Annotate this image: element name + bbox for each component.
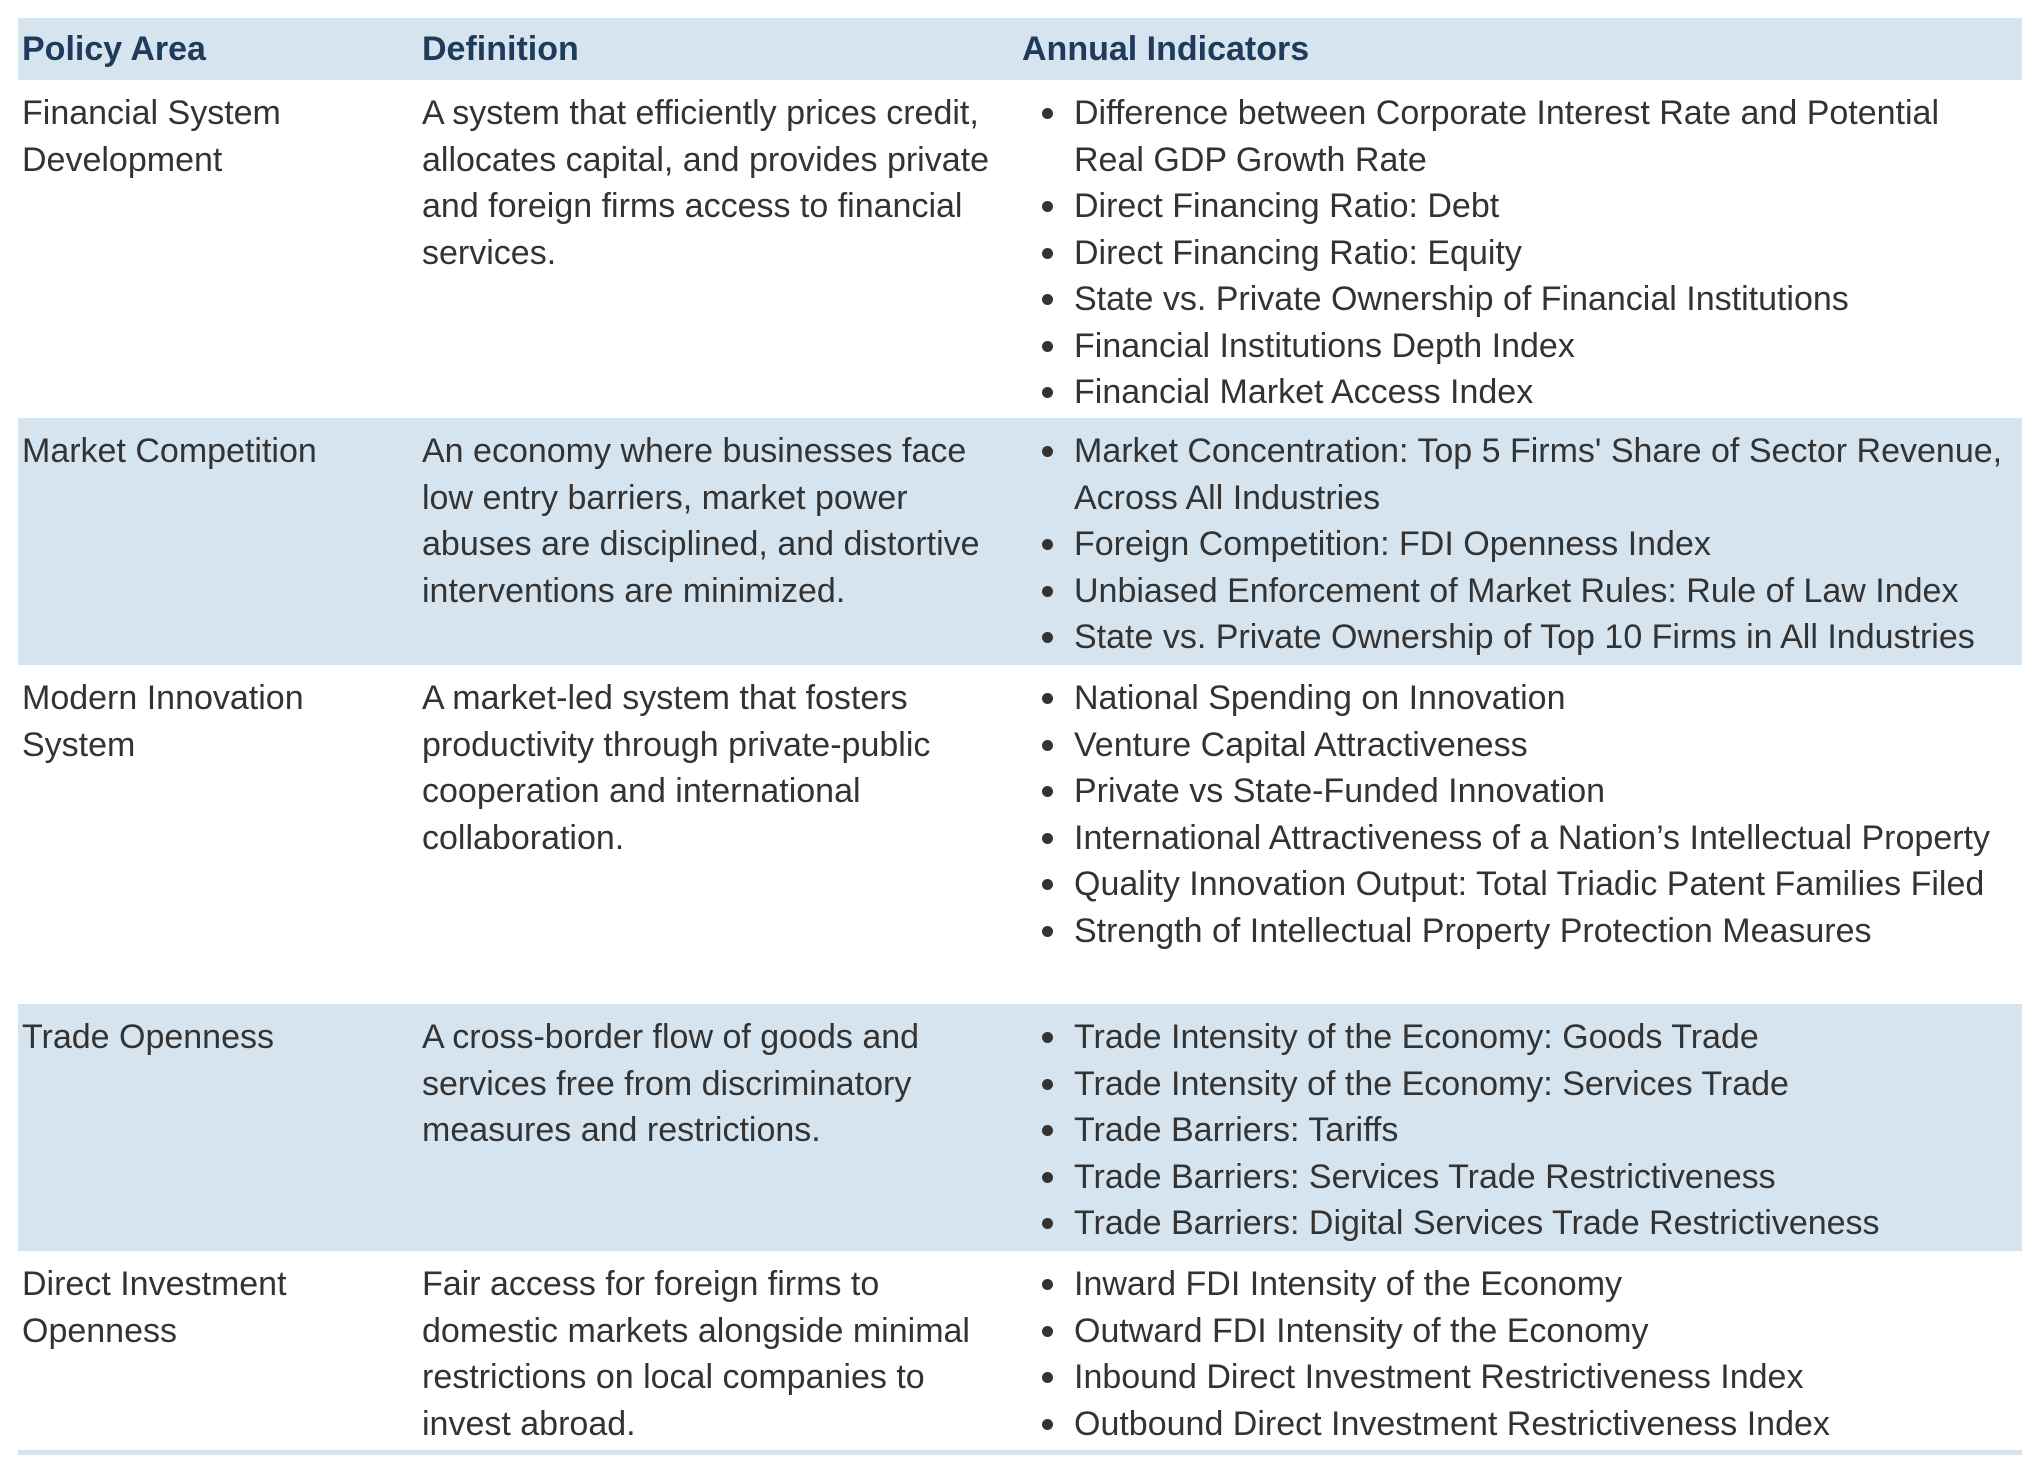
- indicator-item: [1022, 183, 2018, 230]
- bullet-icon: [1042, 693, 1053, 704]
- indicator-text: Financial Institutions Depth Index: [1074, 326, 1575, 365]
- indicator-text: Trade Barriers: Services Trade Restrictiveness: [1074, 1157, 1776, 1196]
- indicator-item: [1022, 1401, 2018, 1448]
- indicator-item: [1022, 1354, 2018, 1401]
- bullet-icon: [1042, 294, 1053, 305]
- indicator-item: [1022, 768, 2018, 815]
- policy-table: [18, 18, 2022, 1450]
- indicator-text: Unbiased Enforcement of Market Rules: Rule of Law Index: [1074, 571, 1959, 610]
- bullet-icon: [1042, 632, 1053, 643]
- bullet-icon: [1042, 879, 1053, 890]
- indicator-text: Trade Intensity of the Economy: Goods Trade: [1074, 1018, 1759, 1056]
- indicator-item: [1022, 428, 2018, 521]
- indicator-item: [1022, 568, 2018, 615]
- bullet-icon: [1042, 1279, 1053, 1290]
- indicators-cell: [1018, 418, 2022, 665]
- table-row: [18, 1251, 2022, 1450]
- bottom-rule: [18, 1450, 2022, 1455]
- indicator-list: [1022, 675, 2018, 954]
- bullet-icon: [1042, 446, 1053, 457]
- indicator-text: Trade Intensity of the Economy: Services Trade: [1074, 1064, 1789, 1103]
- indicator-text: Outbound Direct Investment Restrictiveness Index: [1074, 1404, 1830, 1443]
- indicator-text: Inbound Direct Investment Restrictiveness Index: [1074, 1358, 1804, 1396]
- indicator-text: Difference between Corporate Interest Rate and Potential Real GDP Growth Rate: [1074, 94, 1940, 179]
- bullet-icon: [1042, 1372, 1053, 1383]
- indicator-text: State vs. Private Ownership of Financial Institutions: [1074, 280, 1849, 318]
- indicator-text: Direct Financing Ratio: Debt: [1074, 187, 1500, 225]
- bullet-icon: [1042, 586, 1053, 597]
- header-row: [18, 18, 2022, 80]
- indicator-item: [1022, 1107, 2018, 1154]
- bullet-icon: [1042, 108, 1053, 119]
- bullet-icon: [1042, 1032, 1053, 1043]
- indicator-item: [1022, 908, 2018, 955]
- indicator-text: Strength of Intellectual Property Protection Measures: [1074, 911, 1872, 950]
- indicators-cell: [1018, 1251, 2022, 1450]
- indicator-text: Financial Market Access Index: [1074, 373, 1534, 411]
- policy-area-cell: Direct Investment Openness: [22, 1265, 287, 1350]
- indicator-text: National Spending on Innovation: [1074, 679, 1566, 717]
- header-policy-area: Policy Area: [22, 29, 206, 68]
- indicator-text: State vs. Private Ownership of Top 10 Firms in All Industries: [1074, 618, 1975, 656]
- policy-area-cell: Trade Openness: [22, 1018, 274, 1056]
- indicator-list: [1022, 1261, 2018, 1447]
- bullet-icon: [1042, 1079, 1053, 1090]
- bullet-icon: [1042, 1326, 1053, 1337]
- bullet-icon: [1042, 786, 1053, 797]
- table-row: [18, 1004, 2022, 1251]
- bullet-icon: [1042, 833, 1053, 844]
- indicator-item: [1022, 521, 2018, 568]
- bullet-icon: [1042, 341, 1053, 352]
- indicator-item: [1022, 369, 2018, 416]
- indicator-list: [1022, 90, 2018, 416]
- indicator-item: [1022, 276, 2018, 323]
- bullet-icon: [1042, 1218, 1053, 1229]
- table-header: [18, 18, 2022, 80]
- indicator-text: Foreign Competition: FDI Openness Index: [1074, 525, 1711, 563]
- indicator-item: [1022, 1014, 2018, 1061]
- definition-cell: A cross-border flow of goods and services free from discriminatory measures and restrictions.: [422, 1018, 920, 1149]
- indicator-item: [1022, 815, 2018, 862]
- indicator-text: Direct Financing Ratio: Equity: [1074, 233, 1522, 272]
- indicator-item: [1022, 1200, 2018, 1247]
- indicator-item: [1022, 614, 2018, 661]
- policy-area-cell: Financial System Development: [22, 94, 281, 179]
- indicator-item: [1022, 675, 2018, 722]
- indicators-cell: [1018, 1004, 2022, 1251]
- indicator-text: Market Concentration: Top 5 Firms' Share of Sector Revenue, Across All Industries: [1074, 432, 2003, 517]
- definition-cell: A system that efficiently prices credit, allocates capital, and provides private and foreign firms access to financial services.: [422, 94, 989, 272]
- definition-cell: Fair access for foreign firms to domestic markets alongside minimal restrictions on local companies to invest abroad.: [422, 1265, 970, 1443]
- policy-area-cell: Market Competition: [22, 432, 317, 470]
- bullet-icon: [1042, 1172, 1053, 1183]
- bullet-icon: [1042, 926, 1053, 937]
- table-body: [18, 80, 2022, 1450]
- indicator-text: Trade Barriers: Tariffs: [1074, 1111, 1399, 1149]
- bullet-icon: [1042, 248, 1053, 259]
- bullet-icon: [1042, 740, 1053, 751]
- indicator-text: Trade Barriers: Digital Services Trade Restrictiveness: [1074, 1204, 1880, 1242]
- indicator-item: [1022, 1061, 2018, 1108]
- bullet-icon: [1042, 387, 1053, 398]
- indicator-item: [1022, 1261, 2018, 1308]
- indicator-item: [1022, 1308, 2018, 1355]
- bullet-icon: [1042, 201, 1053, 212]
- definition-cell: An economy where businesses face low entry barriers, market power abuses are disciplined, and distortive interventions are minimized.: [422, 432, 980, 610]
- indicator-item: [1022, 861, 2018, 908]
- indicator-list: [1022, 428, 2018, 661]
- indicator-text: Venture Capital Attractiveness: [1074, 725, 1528, 764]
- indicator-text: Private vs State-Funded Innovation: [1074, 772, 1606, 810]
- bullet-icon: [1042, 1125, 1053, 1136]
- indicator-item: [1022, 323, 2018, 370]
- table-row: [18, 418, 2022, 665]
- header-definition: Definition: [422, 29, 579, 68]
- indicators-cell: [1018, 665, 2022, 1004]
- indicator-item: [1022, 1154, 2018, 1201]
- bullet-icon: [1042, 1419, 1053, 1430]
- header-annual-indicators: Annual Indicators: [1022, 29, 1310, 68]
- indicator-text: Inward FDI Intensity of the Economy: [1074, 1265, 1623, 1303]
- indicator-item: [1022, 722, 2018, 769]
- indicator-item: [1022, 90, 2018, 183]
- definition-cell: A market-led system that fosters productivity through private-public cooperation and international collaboration.: [422, 679, 931, 857]
- indicator-item: [1022, 230, 2018, 277]
- indicator-list: [1022, 1014, 2018, 1247]
- table-row: [18, 80, 2022, 418]
- bullet-icon: [1042, 539, 1053, 550]
- indicators-cell: [1018, 80, 2022, 418]
- policy-area-cell: Modern Innovation System: [22, 679, 304, 764]
- policy-table-container: [18, 18, 2022, 1450]
- indicator-text: Quality Innovation Output: Total Triadic Patent Families Filed: [1074, 865, 1985, 903]
- table-row: [18, 665, 2022, 1004]
- indicator-text: Outward FDI Intensity of the Economy: [1074, 1311, 1649, 1350]
- indicator-text: International Attractiveness of a Nation’s Intellectual Property: [1074, 818, 1990, 857]
